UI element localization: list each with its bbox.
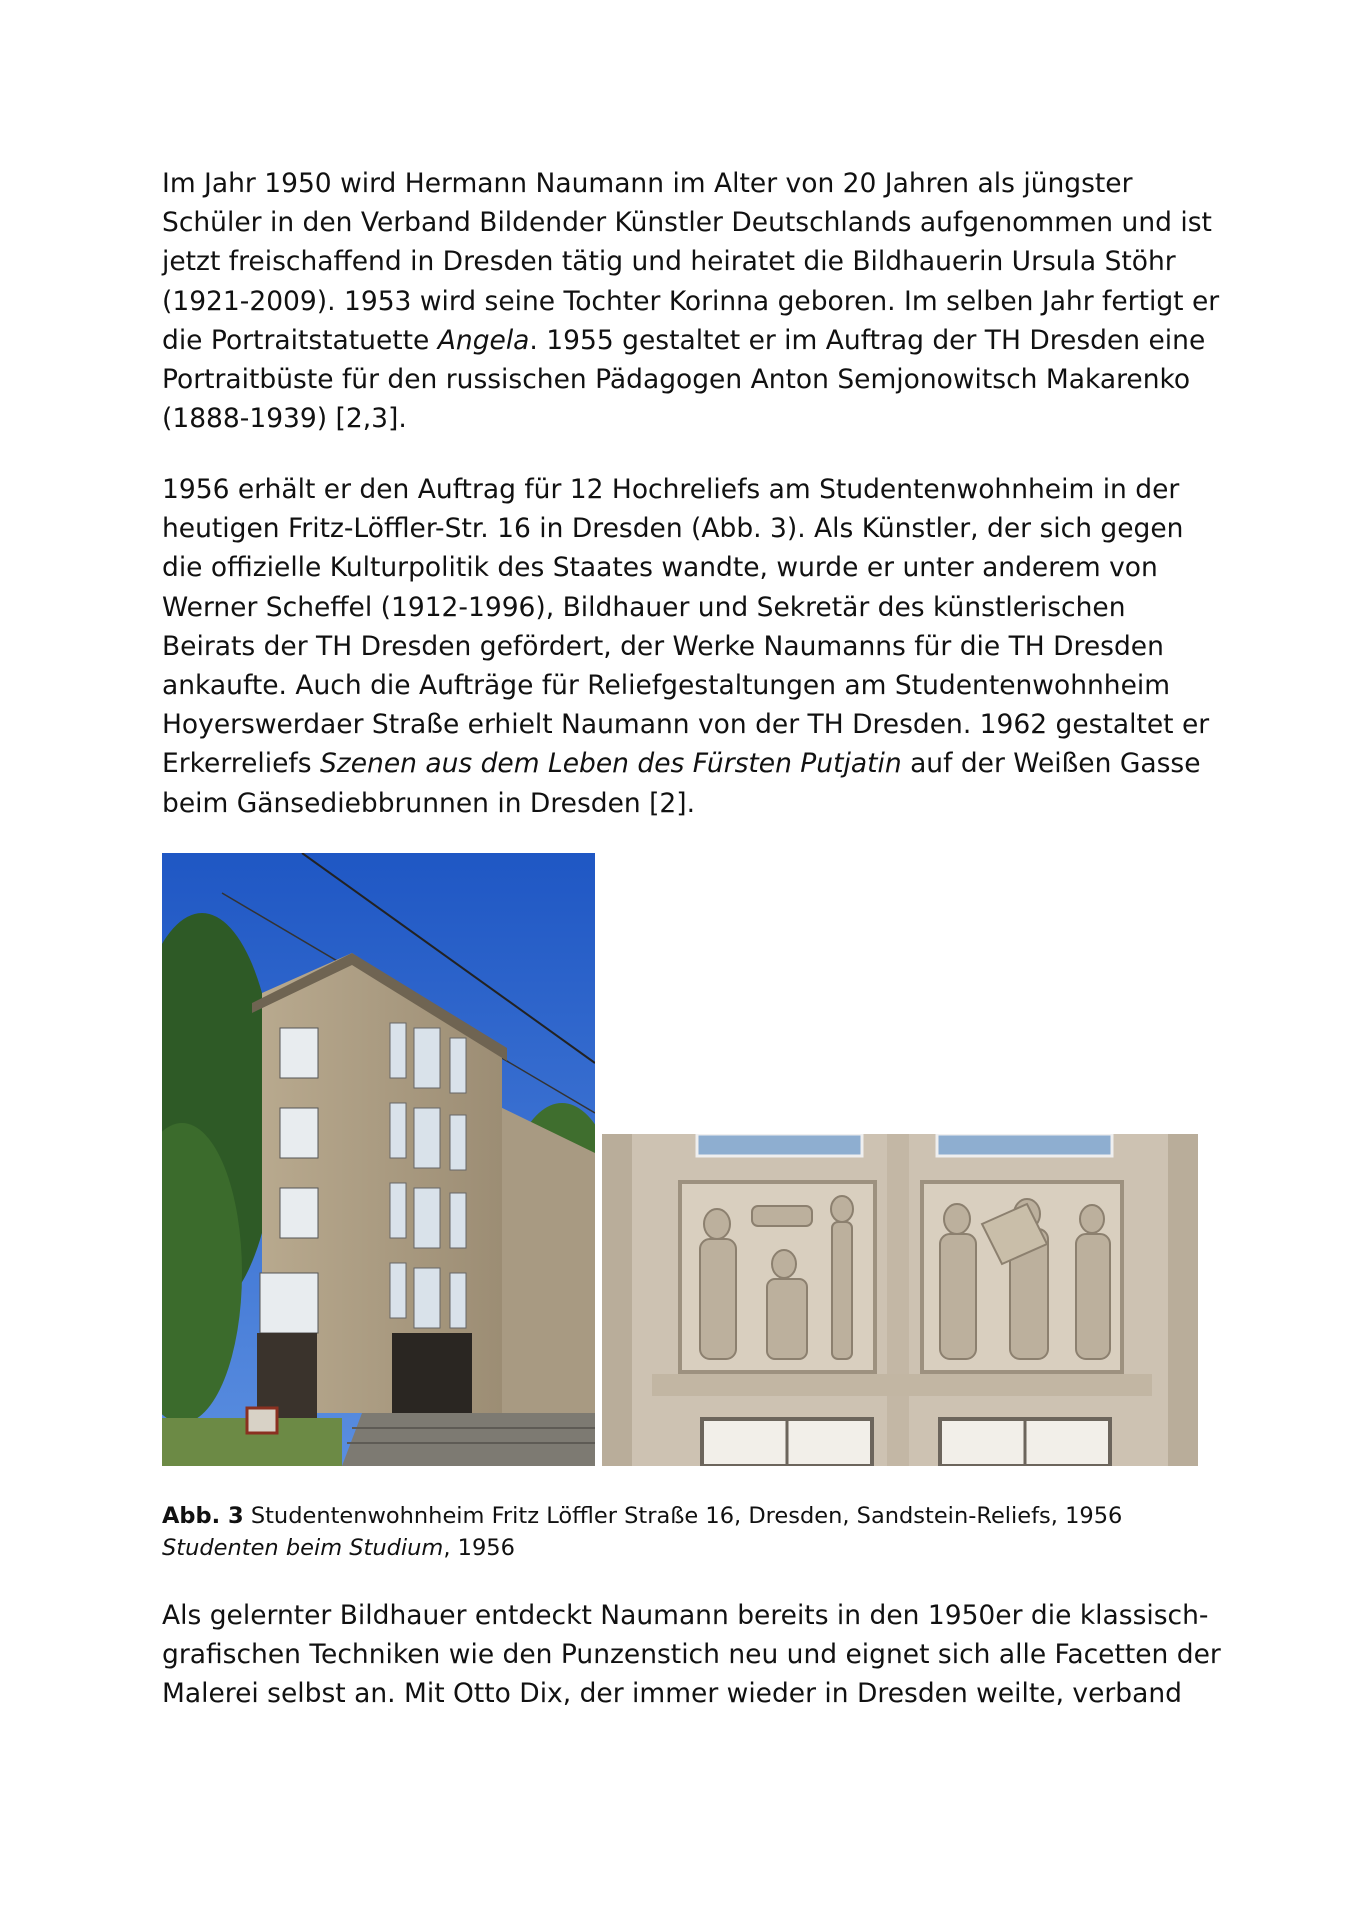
figure-caption [162, 1500, 1222, 1564]
paragraph-2 [162, 470, 1222, 823]
paragraph-2-text-a: 1956 erhält er den Auftrag für 12 Hochreliefs am Studentenwohnheim in der heutigen Fritz-Löffler-Str. 16 in Dresden (Abb. 3). Als Künstler, der sich gegen die offizielle Kulturpolitik des Staates wandte, wurde er unter anderem von Werner Scheffel (1912-1996), Bildhauer und Sekretär des künstlerischen Beirats der TH Dresden gefördert, der Werke Naumanns für die TH Dresden ankaufte. Auch die Aufträge für Reliefgestaltungen am Studentenwohnheim Hoyerswerdaer Straße erhielt Naumann von der TH Dresden. 1962 gestaltet er Erkerreliefs [162, 474, 1210, 780]
dormitory-illustration [162, 853, 595, 1466]
caption-label: Abb. 3 [162, 1503, 244, 1529]
reliefs-illustration [602, 1134, 1198, 1466]
photo-sandstone-reliefs [602, 1134, 1198, 1466]
caption-line-2-rest: , 1956 [443, 1535, 515, 1561]
paragraph-2-text-b: auf der Weißen Gasse beim Gänsediebbrunnen in Dresden [2]. [162, 748, 1201, 819]
paragraph-1-text-a: Im Jahr 1950 wird Hermann Naumann im Alter von 20 Jahren als jüngster Schüler in den Verband Bildender Künstler Deutschlands aufgenommen und ist jetzt freischaffend in Dresden tätig und heiratet die Bildhauerin Ursula Stöhr (1921-2009). 1953 wird seine Tochter Korinna geboren. Im selben Jahr fertigt er die Portraitstatuette [162, 168, 1220, 356]
paragraph-3 [162, 1596, 1222, 1714]
paragraph-1-text-b: . 1955 gestaltet er im Auftrag der TH Dresden eine Portraitbüste für den russischen Pädagogen Anton Semjonowitsch Makarenko (1888-1939) [2,3]. [162, 324, 1206, 435]
paragraph-2-italic-title: Szenen aus dem Leben des Fürsten Putjatin [319, 748, 902, 780]
paragraph-1 [162, 164, 1222, 438]
caption-line-2-italic: Studenten beim Studium [162, 1535, 444, 1561]
paragraph-1-italic-title: Angela [437, 324, 530, 356]
photo-student-dormitory [162, 853, 595, 1466]
paragraph-3-text: Als gelernter Bildhauer entdeckt Naumann bereits in den 1950er die klassisch-grafischen Techniken wie den Punzenstich neu und eignet sich alle Facetten der Malerei selbst an. Mit Otto Dix, der immer wieder in Dresden weilte, verband [162, 1600, 1221, 1710]
caption-line-1: Studentenwohnheim Fritz Löffler Straße 16, Dresden, Sandstein-Reliefs, 1956 [243, 1503, 1123, 1529]
